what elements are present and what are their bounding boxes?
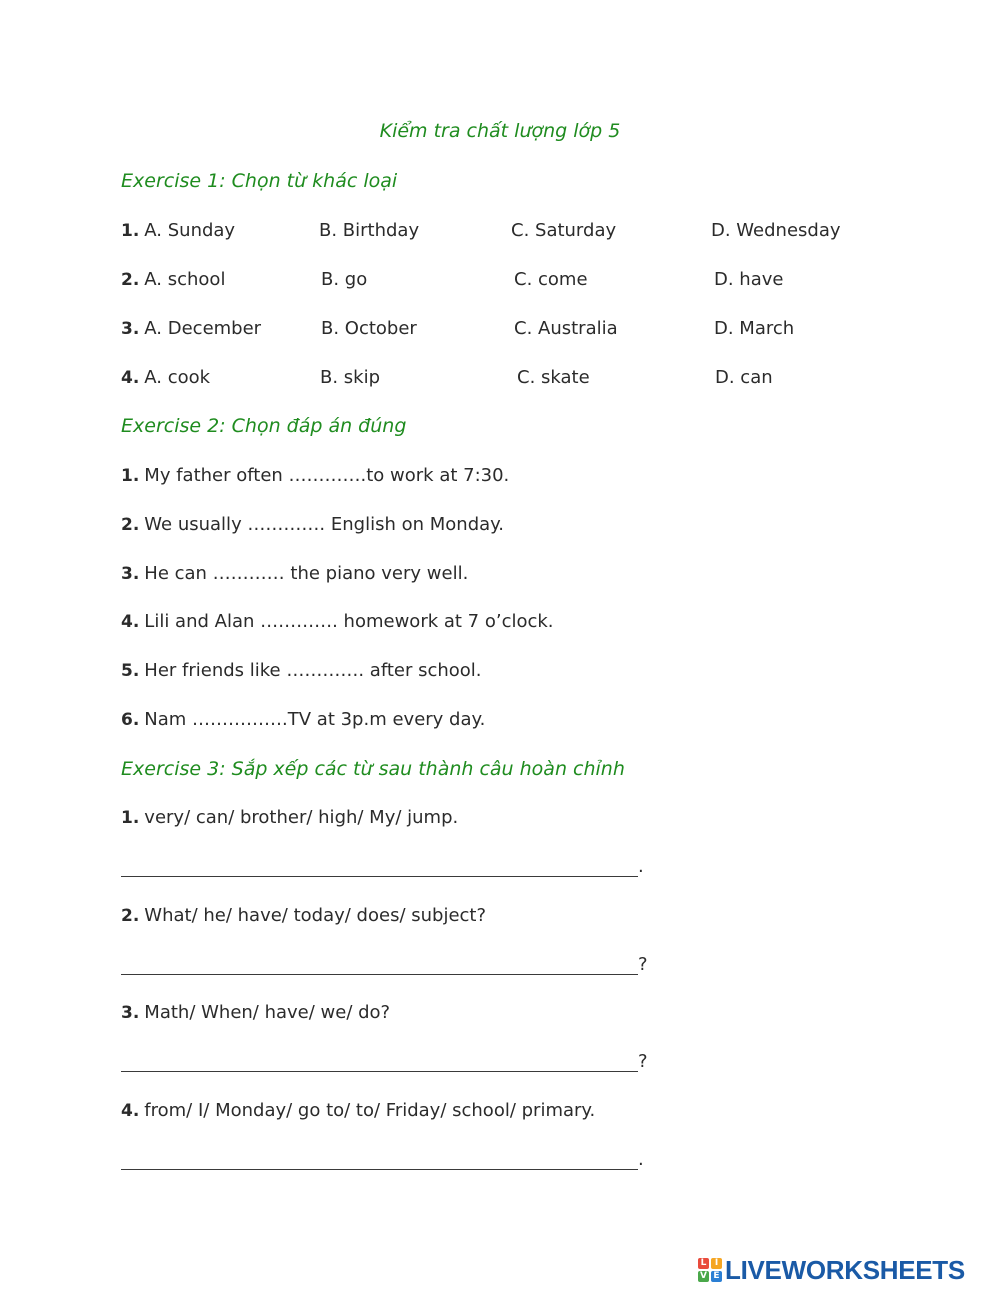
ex2-question-3 — [121, 563, 468, 584]
option-a: A. Sunday — [144, 220, 236, 241]
ex3-answer-2-end: ? — [638, 954, 648, 975]
logo-text: LIVEWORKSHEETS — [725, 1254, 965, 1285]
logo-block-i: I — [711, 1258, 722, 1269]
logo-block-l: L — [698, 1258, 709, 1269]
logo-block-e: E — [711, 1271, 722, 1282]
ex3-answer-line-4[interactable] — [121, 1169, 638, 1170]
ex1-q1-option-b: B. Birthday — [319, 220, 420, 241]
page-title: Kiểm tra chất lượng lớp 5 — [379, 120, 621, 142]
ex2-question-1 — [121, 465, 509, 486]
ex1-question-4 — [121, 367, 210, 388]
ex3-question-4 — [121, 1100, 595, 1121]
question-number: 6. — [121, 710, 140, 730]
ex1-q2-option-d: D. have — [714, 269, 784, 290]
ex3-answer-4-end: . — [638, 1149, 644, 1170]
question-number: 4. — [121, 1101, 140, 1121]
liveworksheets-logo[interactable] — [698, 1256, 965, 1284]
logo-block-v: V — [698, 1271, 709, 1282]
exercise-1-heading: Exercise 1: Chọn từ khác loại — [121, 170, 398, 192]
ex3-question-3 — [121, 1002, 390, 1023]
ex3-answer-1-end: . — [638, 856, 644, 877]
ex2-question-6 — [121, 709, 485, 730]
ex3-answer-line-2[interactable] — [121, 974, 638, 975]
ex1-q2-option-c: C. come — [514, 269, 588, 290]
ex1-question-2 — [121, 269, 225, 290]
ex1-question-1 — [121, 220, 235, 241]
question-number: 1. — [121, 221, 140, 241]
exercise-2-heading: Exercise 2: Chọn đáp án đúng — [121, 415, 407, 437]
question-number: 3. — [121, 564, 140, 584]
ex1-q2-option-b: B. go — [321, 269, 368, 290]
ex1-q3-option-c: C. Australia — [514, 318, 618, 339]
question-text: Nam …………….TV at 3p.m every day. — [144, 709, 486, 730]
ex1-q1-option-d: D. Wednesday — [711, 220, 841, 241]
question-number: 2. — [121, 515, 140, 535]
question-text: very/ can/ brother/ high/ My/ jump. — [144, 807, 459, 828]
ex1-q3-option-b: B. October — [321, 318, 417, 339]
question-text: What/ he/ have/ today/ does/ subject? — [144, 905, 487, 926]
question-text: Her friends like …………. after school. — [144, 660, 482, 681]
question-number: 1. — [121, 466, 140, 486]
ex1-q4-option-d: D. can — [715, 367, 773, 388]
question-number: 4. — [121, 368, 140, 388]
question-text: Lili and Alan …………. homework at 7 o’clock. — [144, 611, 554, 632]
question-text: My father often ………….to work at 7:30. — [144, 465, 510, 486]
option-a: A. December — [144, 318, 262, 339]
question-number: 4. — [121, 612, 140, 632]
question-number: 2. — [121, 906, 140, 926]
question-number: 3. — [121, 319, 140, 339]
ex1-q4-option-c: C. skate — [517, 367, 590, 388]
ex2-question-2 — [121, 514, 504, 535]
ex1-question-3 — [121, 318, 261, 339]
ex1-q4-option-b: B. skip — [320, 367, 381, 388]
ex3-question-1 — [121, 807, 458, 828]
exercise-3-heading: Exercise 3: Sắp xếp các từ sau thành câu hoàn chỉnh — [121, 758, 625, 780]
option-a: A. school — [144, 269, 226, 290]
ex1-q3-option-d: D. March — [714, 318, 795, 339]
question-number: 5. — [121, 661, 140, 681]
ex2-question-4 — [121, 611, 554, 632]
question-number: 1. — [121, 808, 140, 828]
ex3-answer-line-3[interactable] — [121, 1071, 638, 1072]
ex2-question-5 — [121, 660, 482, 681]
question-text: We usually …………. English on Monday. — [144, 514, 504, 535]
question-text: from/ I/ Monday/ go to/ to/ Friday/ school/ primary. — [144, 1100, 596, 1121]
question-text: Math/ When/ have/ we/ do? — [144, 1002, 391, 1023]
ex1-q1-option-c: C. Saturday — [511, 220, 617, 241]
ex3-answer-line-1[interactable] — [121, 876, 638, 877]
question-number: 3. — [121, 1003, 140, 1023]
ex3-answer-3-end: ? — [638, 1051, 648, 1072]
question-number: 2. — [121, 270, 140, 290]
logo-blocks-icon — [698, 1258, 722, 1282]
option-a: A. cook — [144, 367, 211, 388]
question-text: He can ………… the piano very well. — [144, 563, 469, 584]
ex3-question-2 — [121, 905, 486, 926]
